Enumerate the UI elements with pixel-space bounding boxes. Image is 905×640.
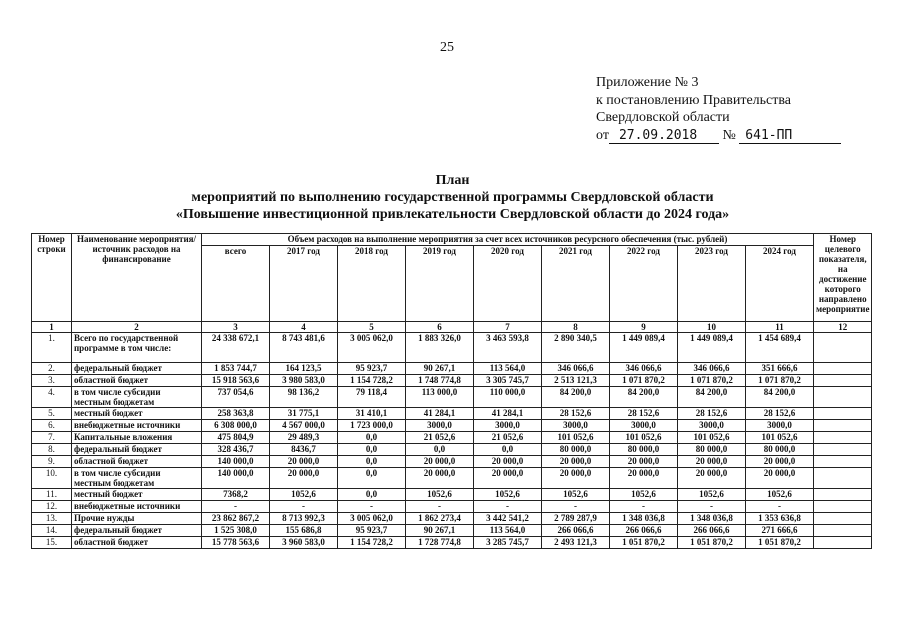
appendix-date: 27.09.2018 — [609, 128, 719, 144]
value-cell: 20 000,0 — [474, 468, 542, 489]
value-cell: 3 960 583,0 — [270, 537, 338, 549]
row-number: 10. — [32, 468, 72, 489]
value-cell: 98 136,2 — [270, 387, 338, 408]
value-cell: - — [202, 501, 270, 513]
row-name: внебюджетные источники — [72, 420, 202, 432]
column-number-12: 12 — [814, 322, 872, 333]
header-year-5: 2021 год — [542, 246, 610, 322]
value-cell: 113 564,0 — [474, 363, 542, 375]
value-cell: 101 052,6 — [746, 432, 814, 444]
value-cell: 20 000,0 — [270, 456, 338, 468]
row-name: федеральный бюджет — [72, 363, 202, 375]
table-row — [32, 408, 872, 420]
table-row — [32, 387, 872, 408]
table-row — [32, 333, 872, 363]
column-number-1: 1 — [32, 322, 72, 333]
value-cell: 3000,0 — [678, 420, 746, 432]
value-cell: 31 410,1 — [338, 408, 406, 420]
value-cell: 20 000,0 — [746, 468, 814, 489]
value-cell: 3 285 745,7 — [474, 537, 542, 549]
value-cell: 3000,0 — [746, 420, 814, 432]
value-cell: 1 862 273,4 — [406, 513, 474, 525]
value-cell: 20 000,0 — [678, 456, 746, 468]
value-cell: 1 853 744,7 — [202, 363, 270, 375]
table-row — [32, 537, 872, 549]
target-cell — [814, 468, 872, 489]
row-name: в том числе субсидии местным бюджетам — [72, 387, 202, 408]
header-year-7: 2023 год — [678, 246, 746, 322]
value-cell: 0,0 — [474, 444, 542, 456]
row-name: местный бюджет — [72, 489, 202, 501]
target-cell — [814, 363, 872, 375]
row-number: 9. — [32, 456, 72, 468]
title-line-1: План — [435, 173, 470, 188]
row-number: 3. — [32, 375, 72, 387]
value-cell: 6 308 000,0 — [202, 420, 270, 432]
target-cell — [814, 501, 872, 513]
target-cell — [814, 432, 872, 444]
value-cell: 3 463 593,8 — [474, 333, 542, 363]
row-number: 4. — [32, 387, 72, 408]
header-name: Наименование мероприятия/источник расходов на финансирование — [72, 234, 202, 322]
value-cell: 8 743 481,6 — [270, 333, 338, 363]
column-number-5: 5 — [338, 322, 406, 333]
value-cell: 1 723 000,0 — [338, 420, 406, 432]
value-cell: 3000,0 — [542, 420, 610, 432]
value-cell: 3 005 062,0 — [338, 333, 406, 363]
row-name: местный бюджет — [72, 408, 202, 420]
header-year-4: 2020 год — [474, 246, 542, 322]
target-cell — [814, 513, 872, 525]
header-year-3: 2019 год — [406, 246, 474, 322]
column-number-4: 4 — [270, 322, 338, 333]
appendix-number: 641-ПП — [739, 128, 841, 144]
value-cell: 2 493 121,3 — [542, 537, 610, 549]
target-cell — [814, 525, 872, 537]
appendix-block — [596, 74, 841, 144]
value-cell: 4 567 000,0 — [270, 420, 338, 432]
value-cell: 20 000,0 — [610, 468, 678, 489]
target-cell — [814, 537, 872, 549]
column-number-3: 3 — [202, 322, 270, 333]
appendix-date-line — [596, 127, 841, 145]
column-number-8: 8 — [542, 322, 610, 333]
column-number-7: 7 — [474, 322, 542, 333]
value-cell: 21 052,6 — [474, 432, 542, 444]
target-cell — [814, 489, 872, 501]
value-cell: 2 789 287,9 — [542, 513, 610, 525]
row-number: 8. — [32, 444, 72, 456]
value-cell: 1 348 036,8 — [610, 513, 678, 525]
value-cell: 1 154 728,2 — [338, 375, 406, 387]
value-cell: 475 804,9 — [202, 432, 270, 444]
value-cell: 1 449 089,4 — [678, 333, 746, 363]
value-cell: 155 686,8 — [270, 525, 338, 537]
value-cell: 90 267,1 — [406, 363, 474, 375]
value-cell: 1 071 870,2 — [746, 375, 814, 387]
column-number-6: 6 — [406, 322, 474, 333]
value-cell: 20 000,0 — [746, 456, 814, 468]
value-cell: 90 267,1 — [406, 525, 474, 537]
value-cell: 80 000,0 — [542, 444, 610, 456]
value-cell: 28 152,6 — [610, 408, 678, 420]
document-title — [0, 172, 905, 223]
value-cell: 15 778 563,6 — [202, 537, 270, 549]
value-cell: 0,0 — [338, 432, 406, 444]
row-name: областной бюджет — [72, 537, 202, 549]
value-cell: 1 051 870,2 — [678, 537, 746, 549]
value-cell: 351 666,6 — [746, 363, 814, 375]
value-cell: 20 000,0 — [542, 456, 610, 468]
value-cell: 1 883 326,0 — [406, 333, 474, 363]
value-cell: 1052,6 — [474, 489, 542, 501]
value-cell: 346 066,6 — [542, 363, 610, 375]
value-cell: 95 923,7 — [338, 525, 406, 537]
value-cell: - — [542, 501, 610, 513]
value-cell: 15 918 563,6 — [202, 375, 270, 387]
value-cell: 110 000,0 — [474, 387, 542, 408]
value-cell: 737 054,6 — [202, 387, 270, 408]
header-year-2: 2018 год — [338, 246, 406, 322]
value-cell: 84 200,0 — [746, 387, 814, 408]
table-row — [32, 420, 872, 432]
value-cell: - — [406, 501, 474, 513]
value-cell: 20 000,0 — [542, 468, 610, 489]
value-cell: 0,0 — [338, 489, 406, 501]
title-line-3: «Повышение инвестиционной привлекательности Свердловской области до 2024 года» — [175, 207, 730, 222]
row-name: Всего по государственной программе в том числе: — [72, 333, 202, 363]
value-cell: 8 713 992,3 — [270, 513, 338, 525]
table-row — [32, 513, 872, 525]
header-year-0: всего — [202, 246, 270, 322]
value-cell: 1052,6 — [406, 489, 474, 501]
value-cell: 3 305 745,7 — [474, 375, 542, 387]
row-name: областной бюджет — [72, 456, 202, 468]
value-cell: 140 000,0 — [202, 456, 270, 468]
target-cell — [814, 456, 872, 468]
appendix-line-3: Свердловской области — [596, 110, 730, 125]
value-cell: 101 052,6 — [542, 432, 610, 444]
value-cell: 0,0 — [338, 456, 406, 468]
value-cell: 1 728 774,8 — [406, 537, 474, 549]
appendix-from: от — [596, 127, 609, 143]
row-number: 5. — [32, 408, 72, 420]
row-name: областной бюджет — [72, 375, 202, 387]
value-cell: 80 000,0 — [610, 444, 678, 456]
target-cell — [814, 333, 872, 363]
title-line-2: мероприятий по выполнению государственной программы Свердловской области — [191, 190, 714, 205]
target-cell — [814, 444, 872, 456]
column-number-2: 2 — [72, 322, 202, 333]
target-cell — [814, 375, 872, 387]
row-name: Капитальные вложения — [72, 432, 202, 444]
column-number-9: 9 — [610, 322, 678, 333]
value-cell: 23 862 867,2 — [202, 513, 270, 525]
value-cell: 28 152,6 — [746, 408, 814, 420]
value-cell: 84 200,0 — [610, 387, 678, 408]
value-cell: 20 000,0 — [474, 456, 542, 468]
value-cell: 1 525 308,0 — [202, 525, 270, 537]
value-cell: 3 980 583,0 — [270, 375, 338, 387]
value-cell: 0,0 — [338, 468, 406, 489]
value-cell: 95 923,7 — [338, 363, 406, 375]
value-cell: 2 513 121,3 — [542, 375, 610, 387]
value-cell: 328 436,7 — [202, 444, 270, 456]
page-number: 25 — [440, 40, 454, 55]
table-row — [32, 468, 872, 489]
value-cell: 258 363,8 — [202, 408, 270, 420]
appendix-line-1: Приложение № 3 — [596, 75, 699, 90]
value-cell: 2 890 340,5 — [542, 333, 610, 363]
value-cell: 28 152,6 — [542, 408, 610, 420]
target-cell — [814, 420, 872, 432]
plan-table — [31, 233, 872, 549]
value-cell: - — [338, 501, 406, 513]
table-row — [32, 489, 872, 501]
value-cell: 3000,0 — [406, 420, 474, 432]
target-cell — [814, 408, 872, 420]
value-cell: 41 284,1 — [474, 408, 542, 420]
header-row-number: Номер строки — [32, 234, 72, 322]
row-number: 1. — [32, 333, 72, 363]
value-cell: 1 449 089,4 — [610, 333, 678, 363]
row-number: 7. — [32, 432, 72, 444]
value-cell: 1 154 728,2 — [338, 537, 406, 549]
table-row — [32, 375, 872, 387]
value-cell: 113 000,0 — [406, 387, 474, 408]
header-volume: Объем расходов на выполнение мероприятия за счет всех источников ресурсного обеспечения (тыс. рублей) — [202, 234, 814, 246]
value-cell: 29 489,3 — [270, 432, 338, 444]
value-cell: 20 000,0 — [678, 468, 746, 489]
value-cell: 140 000,0 — [202, 468, 270, 489]
value-cell: - — [610, 501, 678, 513]
value-cell: 20 000,0 — [406, 456, 474, 468]
value-cell: 8436,7 — [270, 444, 338, 456]
value-cell: 21 052,6 — [406, 432, 474, 444]
value-cell: 266 066,6 — [542, 525, 610, 537]
value-cell: 1 748 774,8 — [406, 375, 474, 387]
value-cell: 41 284,1 — [406, 408, 474, 420]
value-cell: 20 000,0 — [270, 468, 338, 489]
row-number: 13. — [32, 513, 72, 525]
value-cell: 20 000,0 — [610, 456, 678, 468]
value-cell: 1 071 870,2 — [610, 375, 678, 387]
table-row — [32, 432, 872, 444]
row-number: 12. — [32, 501, 72, 513]
header-year-6: 2022 год — [610, 246, 678, 322]
value-cell: 266 066,6 — [610, 525, 678, 537]
value-cell: 28 152,6 — [678, 408, 746, 420]
value-cell: 346 066,6 — [678, 363, 746, 375]
value-cell: 1052,6 — [610, 489, 678, 501]
header-year-8: 2024 год — [746, 246, 814, 322]
row-number: 14. — [32, 525, 72, 537]
value-cell: 113 564,0 — [474, 525, 542, 537]
row-name: внебюджетные источники — [72, 501, 202, 513]
column-number-10: 10 — [678, 322, 746, 333]
value-cell: 20 000,0 — [406, 468, 474, 489]
value-cell: 3000,0 — [474, 420, 542, 432]
table-row — [32, 363, 872, 375]
row-number: 2. — [32, 363, 72, 375]
table-row — [32, 444, 872, 456]
value-cell: 1052,6 — [746, 489, 814, 501]
value-cell: 3 005 062,0 — [338, 513, 406, 525]
value-cell: 101 052,6 — [610, 432, 678, 444]
value-cell: 79 118,4 — [338, 387, 406, 408]
row-number: 11. — [32, 489, 72, 501]
value-cell: 0,0 — [338, 444, 406, 456]
table-row — [32, 525, 872, 537]
table-row — [32, 501, 872, 513]
value-cell: 1 071 870,2 — [678, 375, 746, 387]
value-cell: - — [270, 501, 338, 513]
value-cell: - — [678, 501, 746, 513]
value-cell: 1052,6 — [270, 489, 338, 501]
value-cell: 346 066,6 — [610, 363, 678, 375]
value-cell: 1 353 636,8 — [746, 513, 814, 525]
value-cell: 84 200,0 — [678, 387, 746, 408]
value-cell: 1 454 689,4 — [746, 333, 814, 363]
value-cell: 0,0 — [406, 444, 474, 456]
header-year-1: 2017 год — [270, 246, 338, 322]
value-cell: 164 123,5 — [270, 363, 338, 375]
value-cell: 31 775,1 — [270, 408, 338, 420]
row-number: 15. — [32, 537, 72, 549]
row-number: 6. — [32, 420, 72, 432]
row-name: Прочие нужды — [72, 513, 202, 525]
value-cell: - — [474, 501, 542, 513]
appendix-line-2: к постановлению Правительства — [596, 92, 792, 108]
table-row — [32, 456, 872, 468]
value-cell: 1052,6 — [678, 489, 746, 501]
target-cell — [814, 387, 872, 408]
header-target: Номер целевого показателя, на достижение которого направлено мероприятие — [814, 234, 872, 322]
value-cell: 1052,6 — [542, 489, 610, 501]
value-cell: 1 348 036,8 — [678, 513, 746, 525]
value-cell: 7368,2 — [202, 489, 270, 501]
value-cell: 3 442 541,2 — [474, 513, 542, 525]
value-cell: 1 051 870,2 — [610, 537, 678, 549]
row-name: в том числе субсидии местным бюджетам — [72, 468, 202, 489]
value-cell: 3000,0 — [610, 420, 678, 432]
appendix-no: № — [722, 127, 736, 143]
row-name: федеральный бюджет — [72, 525, 202, 537]
value-cell: 84 200,0 — [542, 387, 610, 408]
value-cell: 80 000,0 — [746, 444, 814, 456]
value-cell: 101 052,6 — [678, 432, 746, 444]
value-cell: 24 338 672,1 — [202, 333, 270, 363]
value-cell: 1 051 870,2 — [746, 537, 814, 549]
value-cell: 271 666,6 — [746, 525, 814, 537]
value-cell: - — [746, 501, 814, 513]
value-cell: 80 000,0 — [678, 444, 746, 456]
column-number-11: 11 — [746, 322, 814, 333]
value-cell: 266 066,6 — [678, 525, 746, 537]
row-name: федеральный бюджет — [72, 444, 202, 456]
